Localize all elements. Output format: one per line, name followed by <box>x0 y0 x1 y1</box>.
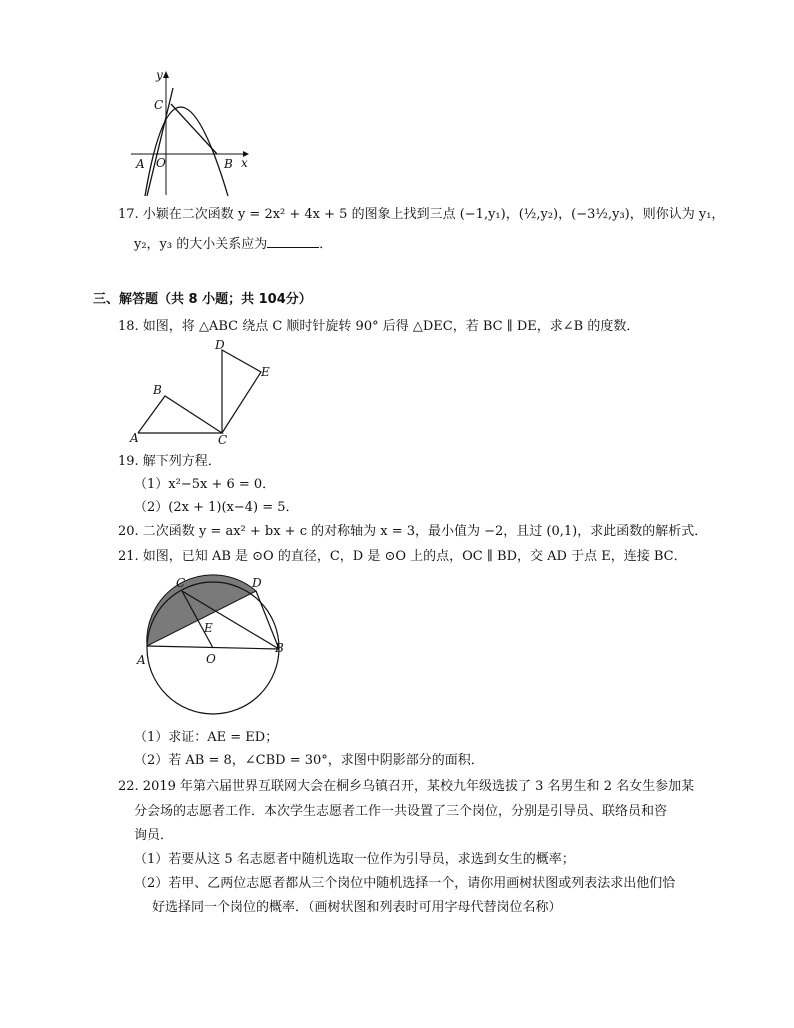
label-o: O <box>206 652 216 666</box>
label-a: A <box>130 431 139 445</box>
q22-line1: 22. 2019 年第六届世界互联网大会在桐乡乌镇召开，某校九年级选拔了 3 名男生和 2 名女生参加某 <box>118 779 695 794</box>
q21-text: 21. 如图，已知 AB 是 ⊙O 的直径，C，D 是 ⊙O 上的点，OC ∥ BD，交 AD 于点 E，连接 BC． <box>118 549 687 564</box>
triangle-abc <box>138 396 222 433</box>
q21-sub1: （1）求证：AE = ED； <box>134 730 279 745</box>
q21-sub2: （2）若 AB = 8，∠CBD = 30°，求图中阴影部分的面积． <box>134 753 484 768</box>
q17-line2-prefix: y₂，y₃ 的大小关系应为 <box>134 237 268 252</box>
label-o: O <box>156 156 166 170</box>
label-c: C <box>154 98 164 112</box>
q22-line2: 分会场的志愿者工作．本次学生志愿者工作一共设置了三个岗位，分别是引导员、联络员和咨 <box>134 804 668 819</box>
q18-text: 18. 如图，将 △ABC 绕点 C 顺时针旋转 90° 后得 △DEC，若 BC ∥ DE，求∠B 的度数． <box>118 319 640 334</box>
label-c: C <box>176 576 186 590</box>
label-b: B <box>153 383 162 397</box>
label-e: E <box>261 365 270 379</box>
q17-line2-suffix: ． <box>319 237 333 252</box>
q17-line2 <box>134 235 332 254</box>
label-e: E <box>204 621 213 635</box>
label-b: B <box>224 157 233 171</box>
q22-sub2-line2: 好选择同一个岗位的概率．（画树状图和列表时可用字母代替岗位名称） <box>152 900 562 915</box>
label-d: D <box>215 338 225 352</box>
q20-text: 20. 二次函数 y = ax² + bx + c 的对称轴为 x = 3，最小值为 −2，且过 (0,1)，求此函数的解析式． <box>118 524 708 539</box>
label-y: y <box>156 68 163 82</box>
label-c: C <box>218 433 228 447</box>
parabola-figure <box>125 68 265 200</box>
label-x: x <box>241 156 248 170</box>
q19-sub2: （2）(2x + 1)(x−4) = 5． <box>134 500 299 515</box>
label-a: A <box>136 157 145 171</box>
shaded-region <box>147 575 256 646</box>
rotation-figure <box>128 336 278 448</box>
section-title: 三、解答题（共 8 小题；共 104分） <box>93 292 312 307</box>
q17-answer-blank[interactable] <box>267 235 319 248</box>
label-d: D <box>252 576 262 590</box>
label-b: B <box>275 641 284 655</box>
line-cb <box>171 104 217 154</box>
label-a: A <box>137 653 146 667</box>
q22-line3: 询员． <box>134 828 174 843</box>
triangle-dec <box>222 350 261 433</box>
y-axis-arrow <box>163 71 169 78</box>
q22-sub1: （1）若要从这 5 名志愿者中随机选取一位作为引导员，求选到女生的概率； <box>134 852 575 867</box>
q19-text: 19. 解下列方程． <box>118 454 221 469</box>
q22-sub2-line1: （2）若甲、乙两位志愿者都从三个岗位中随机选择一个，请你用画树状图或列表法求出他们恰 <box>134 876 676 891</box>
q17-line1: 17. 小颖在二次函数 y = 2x² + 4x + 5 的图象上找到三点 (−1,y₁)，(½,y₂)，(−3½,y₃)，则你认为 y₁， <box>118 207 725 222</box>
circle-figure <box>134 574 294 724</box>
q19-sub1: （1）x²−5x + 6 = 0． <box>134 477 276 492</box>
